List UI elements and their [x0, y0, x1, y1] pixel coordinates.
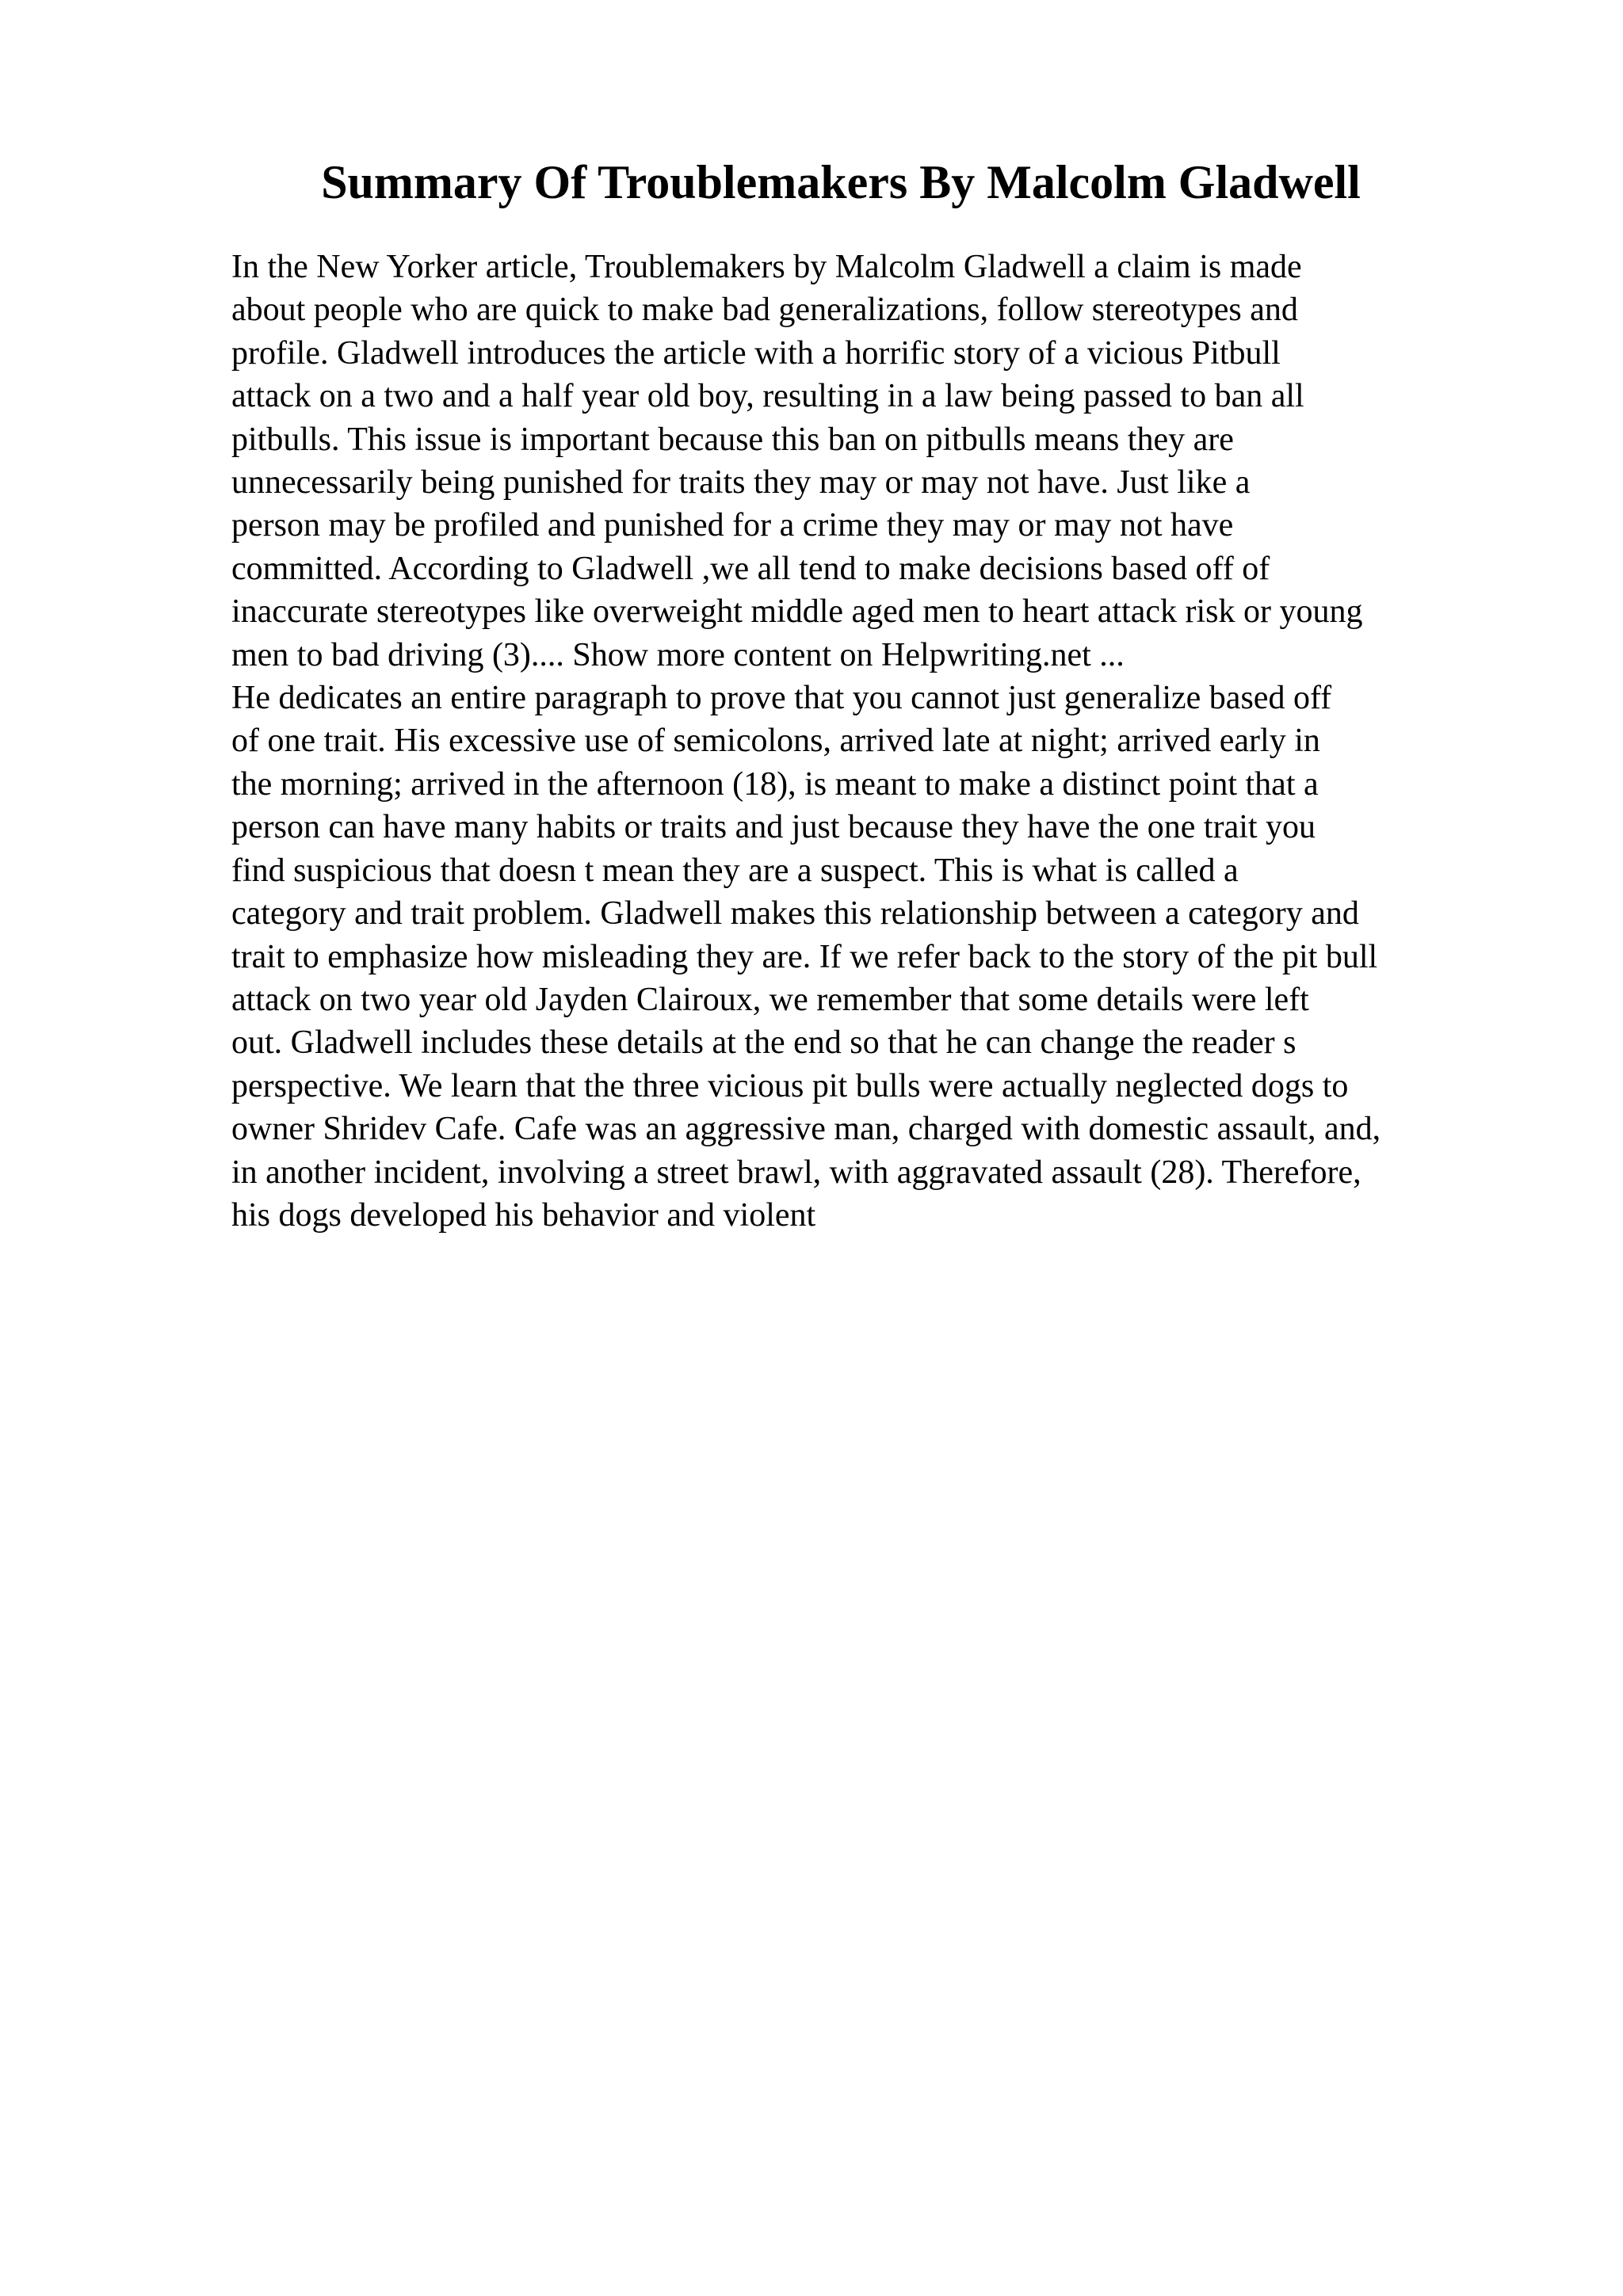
body-line: inaccurate stereotypes like overweight middle aged men to heart attack risk or young: [231, 593, 1363, 631]
body-line: person can have many habits or traits and just because they have the one trait you: [231, 809, 1316, 846]
body-line: his dogs developed his behavior and violent: [231, 1196, 816, 1234]
body-line: profile. Gladwell introduces the article with a horrific story of a vicious Pitbull: [231, 334, 1281, 372]
body-line: pitbulls. This issue is important because this ban on pitbulls means they are: [231, 421, 1234, 458]
document-body: [231, 246, 1515, 1237]
body-line: find suspicious that doesn t mean they are a suspect. This is what is called a: [231, 852, 1239, 889]
body-line: unnecessarily being punished for traits they may or may not have. Just like a: [231, 464, 1251, 502]
body-line: In the New Yorker article, Troublemakers by Malcolm Gladwell a claim is made: [231, 249, 1302, 285]
body-line: attack on two year old Jayden Clairoux, we remember that some details were left: [231, 981, 1309, 1018]
document-title: Summary Of Troublemakers By Malcolm Gladwell: [321, 156, 1361, 208]
body-line: trait to emphasize how misleading they are. If we refer back to the story of the pit bull: [231, 938, 1378, 975]
body-line: the morning; arrived in the afternoon (18), is meant to make a distinct point that a: [231, 765, 1319, 803]
body-line: category and trait problem. Gladwell makes this relationship between a category and: [231, 895, 1359, 933]
body-line: He dedicates an entire paragraph to prove that you cannot just generalize based off: [231, 680, 1332, 717]
body-line: owner Shridev Cafe. Cafe was an aggressive man, charged with domestic assault, and,: [231, 1111, 1381, 1148]
body-line: men to bad driving (3).... Show more content on Helpwriting.net ...: [231, 636, 1125, 673]
body-line: of one trait. His excessive use of semicolons, arrived late at night; arrived early in: [231, 723, 1320, 760]
body-line: perspective. We learn that the three vicious pit bulls were actually neglected dogs to: [231, 1067, 1349, 1104]
body-line: out. Gladwell includes these details at the end so that he can change the reader s: [231, 1024, 1296, 1062]
body-line: about people who are quick to make bad generalizations, follow stereotypes and: [231, 292, 1298, 329]
body-line: in another incident, involving a street brawl, with aggravated assault (28). Therefore,: [231, 1154, 1361, 1191]
body-line: committed. According to Gladwell ,we all tend to make decisions based off of: [231, 550, 1270, 587]
body-line: attack on a two and a half year old boy, resulting in a law being passed to ban all: [231, 378, 1304, 415]
body-line: person may be profiled and punished for a crime they may or may not have: [231, 507, 1234, 544]
